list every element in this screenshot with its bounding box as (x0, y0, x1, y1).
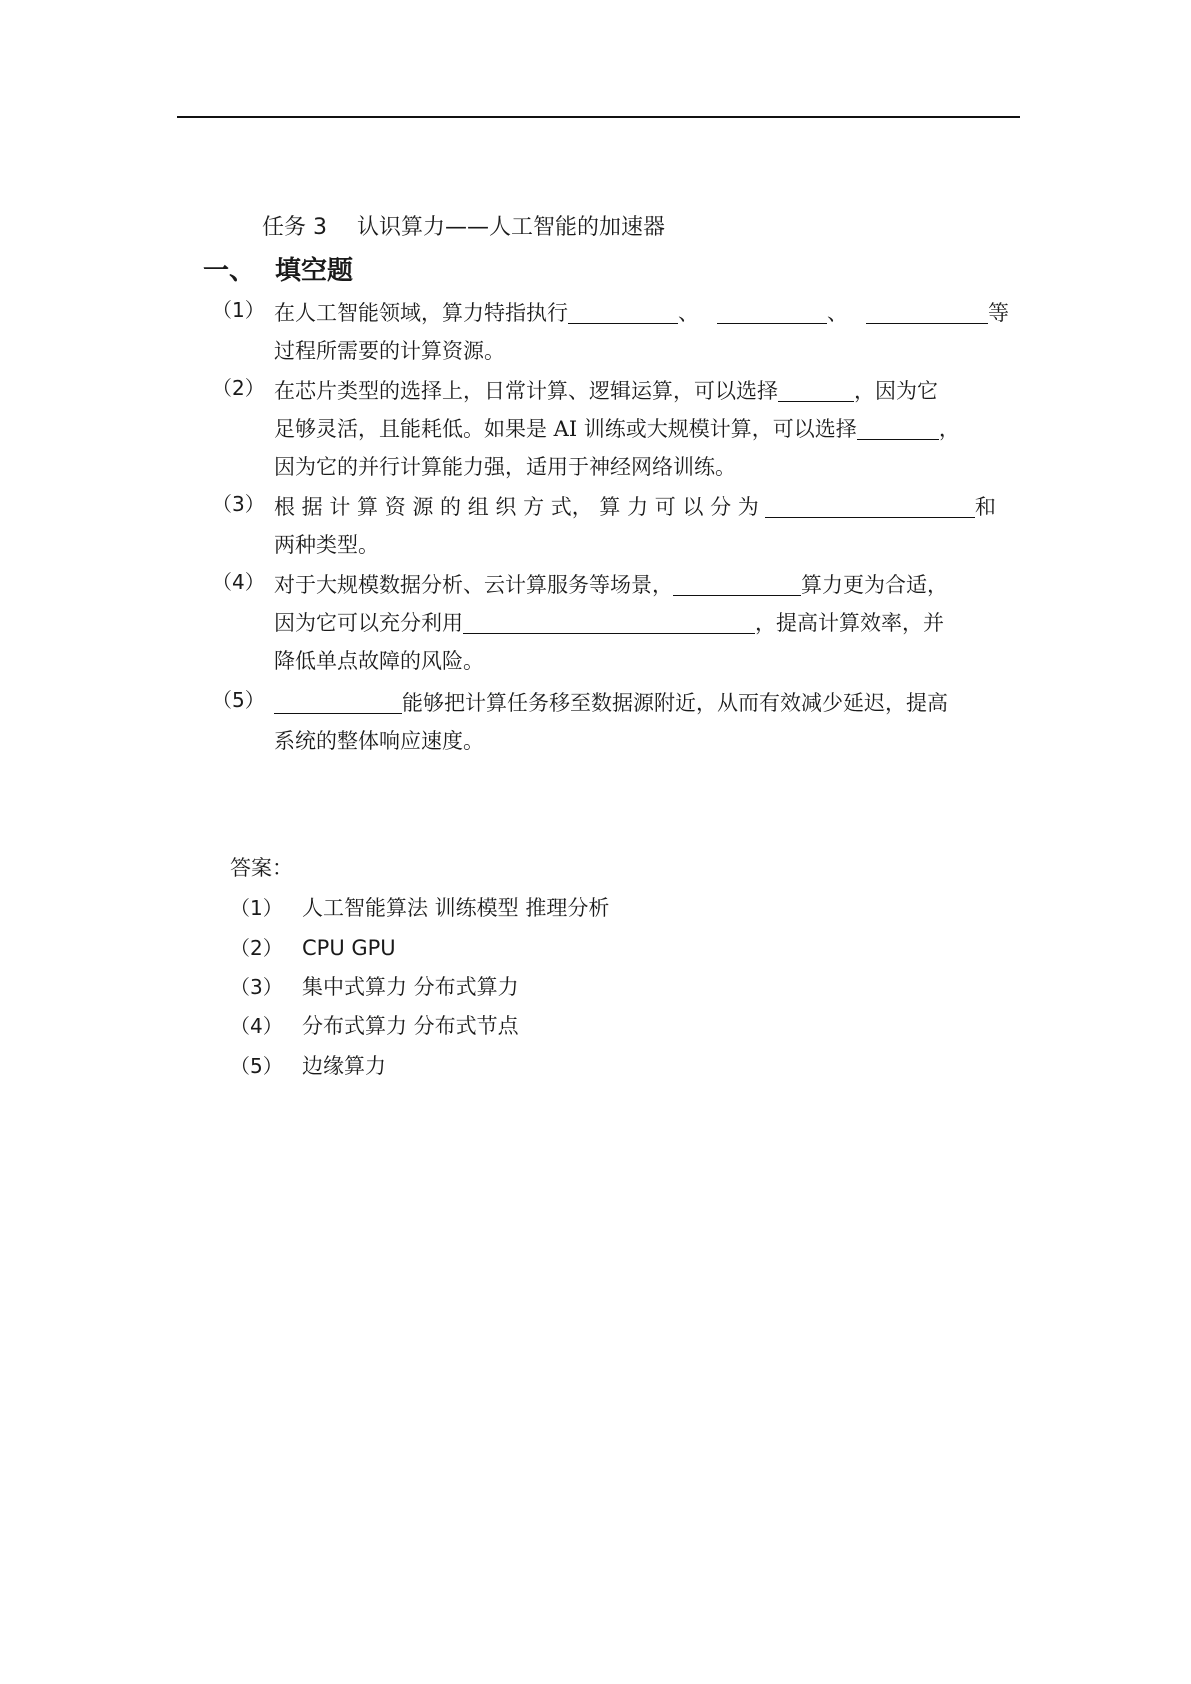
answer-blank[interactable] (778, 377, 854, 402)
answer-index: （4） (230, 1014, 283, 1038)
section-number: 一、 (203, 256, 256, 286)
header-rule (177, 116, 1020, 118)
question-line: 在芯片类型的选择上，日常计算、逻辑运算，可以选择 ，因为它 (274, 379, 938, 403)
answer-blank[interactable] (765, 493, 975, 518)
section-title: 填空题 (275, 256, 354, 286)
answer-text: CPU GPU (302, 936, 396, 960)
question-line: 过程所需要的计算资源。 (274, 339, 505, 363)
answer-text: 集中式算力 分布式算力 (302, 975, 519, 999)
answer-blank[interactable] (673, 571, 801, 596)
answer-blank[interactable] (463, 609, 755, 634)
question-line: 降低单点故障的风险。 (274, 649, 484, 673)
answers-label: 答案： (230, 856, 293, 880)
answer-index: （2） (230, 936, 283, 960)
answer-index: （3） (230, 975, 283, 999)
answer-item (230, 932, 396, 961)
answer-item (230, 971, 519, 1001)
question-5 (212, 684, 1020, 760)
answer-text: 边缘算力 (302, 1054, 386, 1078)
question-3 (212, 488, 1020, 564)
answer-text: 人工智能算法 训练模型 推理分析 (302, 896, 610, 920)
answer-item (230, 892, 609, 922)
task-label: 任务 3 (262, 215, 327, 240)
question-2 (212, 372, 1020, 486)
task-name: 认识算力——人工智能的加速器 (357, 215, 666, 240)
question-line: 足够灵活，且能耗低。如果是 AI 训练或大规模计算，可以选择 ， (274, 417, 960, 441)
question-index: （3） (212, 492, 265, 516)
answer-index: （5） (230, 1054, 283, 1078)
question-line: 两种类型。 (274, 533, 379, 557)
question-line: 根 据 计 算 资 源 的 组 织 方 式， 算 力 可 以 分 为 和 (274, 495, 996, 519)
question-line: 因为它可以充分利用 ，提高计算效率，并 (274, 611, 944, 635)
question-index: （5） (212, 688, 265, 712)
question-line: 能够把计算任务移至数据源附近，从而有效减少延迟，提高 (274, 684, 1020, 722)
question-index: （1） (212, 298, 265, 322)
section-heading (203, 250, 353, 287)
task-title (262, 210, 665, 241)
question-index: （2） (212, 376, 265, 400)
answer-text: 分布式算力 分布式节点 (302, 1014, 519, 1038)
question-index: （4） (212, 570, 265, 594)
answer-blank[interactable] (568, 299, 678, 324)
answer-blank[interactable] (866, 299, 988, 324)
question-line: 对于大规模数据分析、云计算服务等场景， 算力更为合适， (274, 573, 948, 597)
answer-index: （1） (230, 896, 283, 920)
answer-blank[interactable] (857, 415, 939, 440)
answer-item (230, 1010, 519, 1040)
question-line: 系统的整体响应速度。 (274, 729, 484, 753)
question-line: 在人工智能领域，算力特指执行 、 、 等 (274, 301, 1009, 325)
question-1 (212, 294, 1020, 370)
answer-blank[interactable] (274, 689, 402, 714)
question-line: 因为它的并行计算能力强，适用于神经网络训练。 (274, 455, 736, 479)
answer-blank[interactable] (717, 299, 827, 324)
question-4 (212, 566, 1020, 680)
answer-item (230, 1050, 386, 1080)
